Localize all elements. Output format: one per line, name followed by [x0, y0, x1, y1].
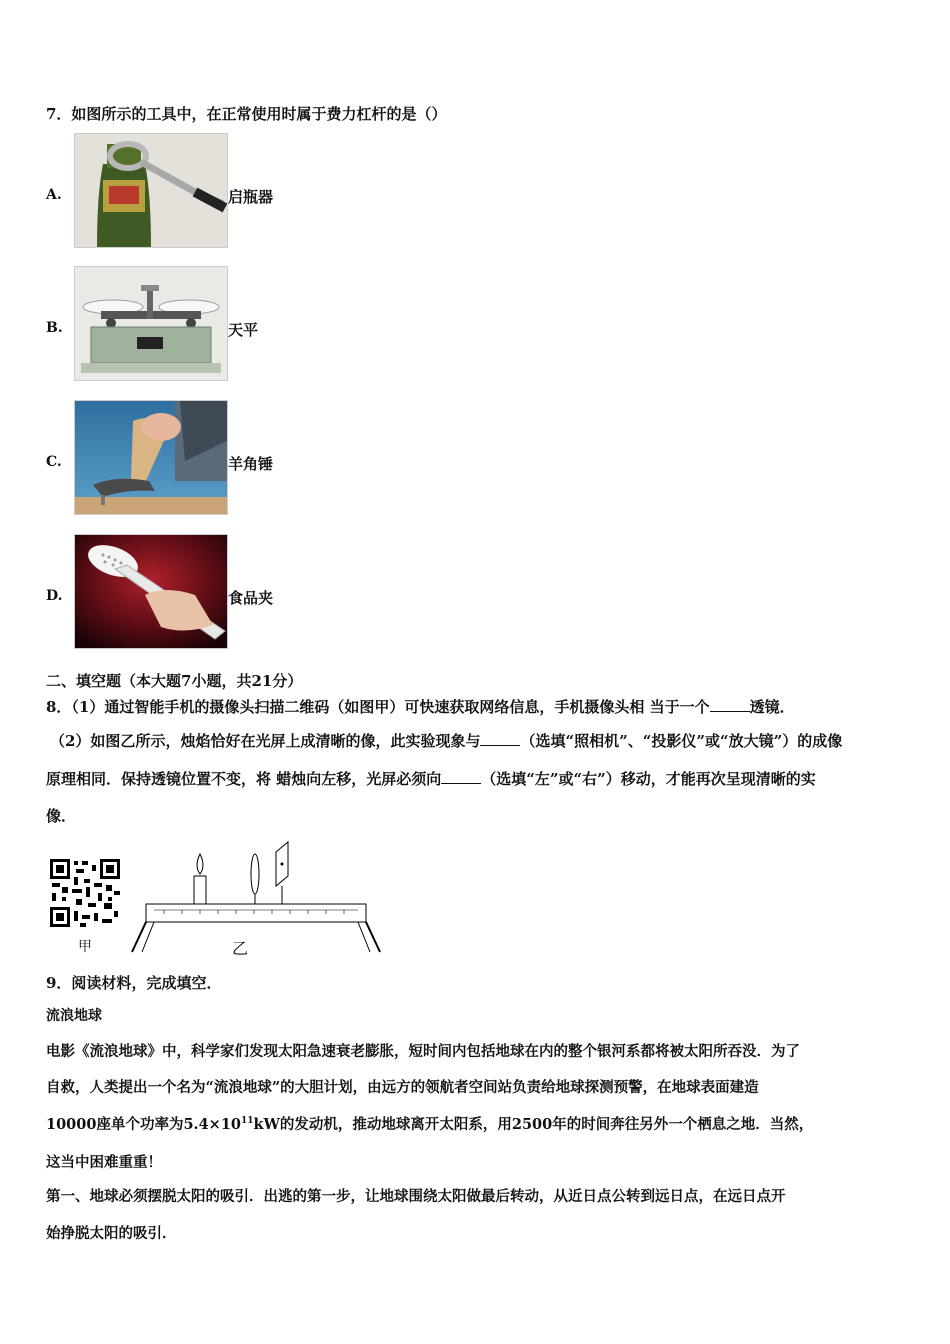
q9-p1-line-3-b: kW的发动机，推动地球离开太阳系，用2500年的时间奔往另外一个栖息之地．当然，: [253, 1116, 814, 1133]
q7-stem: 7．如图所示的工具中，在正常使用时属于费力杠杆的是（）: [46, 105, 447, 123]
q8-line-2-text: （2）如图乙所示，烛焰恰好在光屏上成清晰的像，此实验现象与: [50, 732, 481, 750]
q8-line-1: [46, 696, 795, 717]
optical-bench-diagram: [124, 838, 384, 958]
q8-line-3: [46, 768, 816, 789]
q8-line-2: [50, 730, 842, 751]
q8-line-2-end: （选填“照相机”、“投影仪”或“放大镜”）的成像: [520, 732, 843, 750]
option-d-label: D.: [46, 588, 63, 604]
q8-blank-2[interactable]: [480, 733, 520, 746]
option-b-caption: 天平: [228, 321, 259, 339]
q9-p1-line-1: 电影《流浪地球》中，科学家们发现太阳急速衰老膨胀，短时间内包括地球在内的整个银河系都将被太阳所吞没．为了: [46, 1043, 800, 1060]
q8-line-3-text: 原理相同．保持透镜位置不变，将 蜡烛向左移，光屏必须向: [46, 770, 442, 788]
option-a-label: A.: [46, 187, 62, 203]
q9-p2-line-2: 始挣脱太阳的吸引．: [46, 1225, 177, 1242]
figure-yi-label: 乙: [232, 939, 249, 958]
q8-blank-3[interactable]: [441, 771, 481, 784]
q9-stem: 9．阅读材料，完成填空．: [46, 974, 222, 992]
option-c-caption: 羊角锤: [228, 455, 274, 473]
qr-code-image: [48, 857, 122, 929]
q9-p1-line-4: 这当中困难重重！: [46, 1154, 162, 1171]
q9-p1-line-3: [46, 1113, 813, 1134]
option-c-label: C.: [46, 454, 62, 470]
q9-p2-line-1: 第一、地球必须摆脱太阳的吸引．出逃的第一步，让地球围绕太阳做最后转动，从近日点公转到远日点，在远日点开: [46, 1188, 786, 1205]
q9-title: 流浪地球: [46, 1008, 102, 1024]
q8-line-3-end: （选填“左”或“右”）移动，才能再次呈现清晰的实: [481, 770, 816, 788]
section-heading: 二、填空题（本大题7小题，共21分）: [46, 672, 303, 690]
q8-line-4: 像．: [46, 807, 77, 825]
q9-p1-line-2: 自救，人类提出一个名为“流浪地球”的大胆计划，由远方的领航者空间站负责给地球探测预警，在地球表面建造: [46, 1079, 759, 1096]
claw-hammer-image: [74, 400, 228, 515]
food-tongs-image: [74, 534, 228, 649]
option-a-caption: 启瓶器: [228, 188, 274, 206]
q9-exponent: 11: [241, 1116, 254, 1127]
bottle-opener-image: [74, 133, 228, 248]
q9-p1-line-3-a: 10000座单个功率为5.4×10: [46, 1116, 241, 1133]
q8-line-1-text: 8．（1）通过智能手机的摄像头扫描二维码（如图甲）可快速获取网络信息，手机摄像头相 当于一个: [46, 698, 710, 716]
option-d-caption: 食品夹: [228, 589, 274, 607]
option-b-label: B.: [46, 320, 63, 336]
q8-blank-1[interactable]: [710, 699, 750, 712]
q8-line-1-end: 透镜．: [749, 698, 795, 716]
balance-scale-image: [74, 266, 228, 381]
figure-jia-label: 甲: [78, 939, 92, 955]
